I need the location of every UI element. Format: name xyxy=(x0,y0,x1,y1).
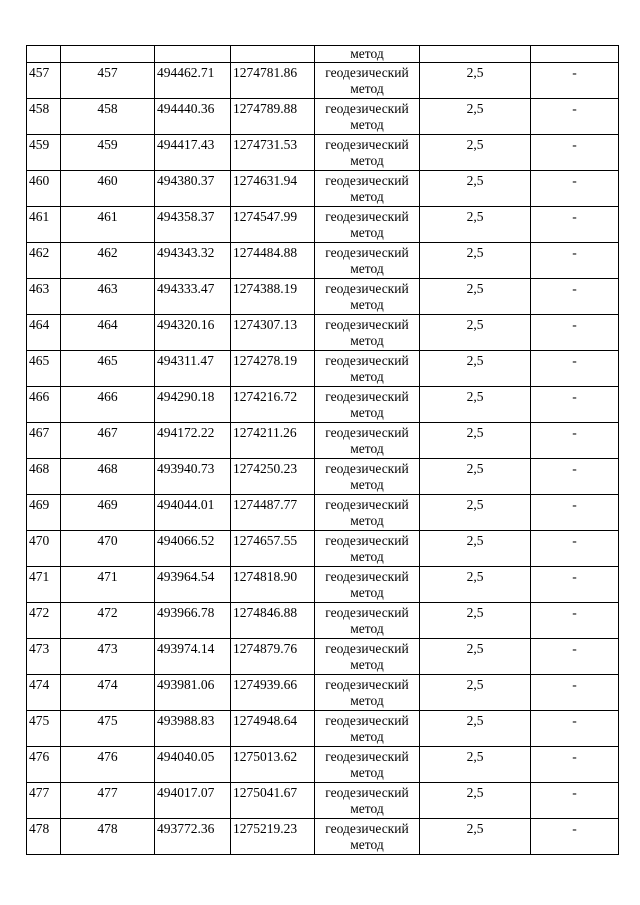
method-cell xyxy=(315,819,420,855)
method-cell xyxy=(315,639,420,675)
x-coordinate-cell: 493988.83 xyxy=(155,711,231,747)
precision-cell: 2,5 xyxy=(420,351,531,387)
precision-cell: 2,5 xyxy=(420,675,531,711)
method-cell xyxy=(315,783,420,819)
precision-cell: 2,5 xyxy=(420,567,531,603)
point-number-cell: 459 xyxy=(27,135,61,171)
y-coordinate-cell: 1274307.13 xyxy=(231,315,315,351)
method-cell xyxy=(315,387,420,423)
method-cell xyxy=(315,171,420,207)
method-line-1: геодезический xyxy=(325,101,409,116)
method-cell xyxy=(315,459,420,495)
method-line-1: геодезический xyxy=(325,281,409,296)
cell-empty xyxy=(531,46,619,63)
point-number-2-cell: 473 xyxy=(61,639,155,675)
method-line-1: геодезический xyxy=(325,209,409,224)
point-number-2-cell: 464 xyxy=(61,315,155,351)
point-number-cell: 475 xyxy=(27,711,61,747)
y-coordinate-cell: 1275013.62 xyxy=(231,747,315,783)
method-line-1: геодезический xyxy=(325,641,409,656)
method-cell xyxy=(315,207,420,243)
point-number-2-cell: 470 xyxy=(61,531,155,567)
point-number-cell: 471 xyxy=(27,567,61,603)
method-line-2: метод xyxy=(350,225,384,240)
method-line-1: геодезический xyxy=(325,821,409,836)
method-cell: метод xyxy=(315,46,420,63)
method-cell xyxy=(315,243,420,279)
table-body xyxy=(27,46,619,855)
method-line-2: метод xyxy=(350,441,384,456)
method-line-2: метод xyxy=(350,81,384,96)
x-coordinate-cell: 494066.52 xyxy=(155,531,231,567)
point-number-2-cell: 466 xyxy=(61,387,155,423)
method-line-1: геодезический xyxy=(325,497,409,512)
table-row xyxy=(27,423,619,459)
precision-cell: 2,5 xyxy=(420,315,531,351)
table-row xyxy=(27,315,619,351)
point-number-2-cell: 478 xyxy=(61,819,155,855)
y-coordinate-cell: 1274278.19 xyxy=(231,351,315,387)
y-coordinate-cell: 1274846.88 xyxy=(231,603,315,639)
method-line-1: геодезический xyxy=(325,785,409,800)
method-line-1: геодезический xyxy=(325,749,409,764)
table-row xyxy=(27,567,619,603)
precision-cell: 2,5 xyxy=(420,99,531,135)
note-cell: - xyxy=(531,351,619,387)
method-cell xyxy=(315,99,420,135)
note-cell: - xyxy=(531,495,619,531)
precision-cell: 2,5 xyxy=(420,423,531,459)
precision-cell: 2,5 xyxy=(420,135,531,171)
x-coordinate-cell: 493940.73 xyxy=(155,459,231,495)
x-coordinate-cell: 494017.07 xyxy=(155,783,231,819)
y-coordinate-cell: 1274818.90 xyxy=(231,567,315,603)
method-cell xyxy=(315,279,420,315)
table-row xyxy=(27,351,619,387)
point-number-2-cell: 468 xyxy=(61,459,155,495)
precision-cell: 2,5 xyxy=(420,531,531,567)
method-line-2: метод xyxy=(350,765,384,780)
point-number-2-cell: 459 xyxy=(61,135,155,171)
point-number-cell: 468 xyxy=(27,459,61,495)
y-coordinate-cell: 1274388.19 xyxy=(231,279,315,315)
method-cell xyxy=(315,711,420,747)
y-coordinate-cell: 1274731.53 xyxy=(231,135,315,171)
point-number-2-cell: 457 xyxy=(61,63,155,99)
note-cell: - xyxy=(531,603,619,639)
x-coordinate-cell: 493966.78 xyxy=(155,603,231,639)
table-row xyxy=(27,675,619,711)
method-line-1: геодезический xyxy=(325,245,409,260)
table-row xyxy=(27,135,619,171)
note-cell: - xyxy=(531,747,619,783)
method-cell xyxy=(315,63,420,99)
y-coordinate-cell: 1274948.64 xyxy=(231,711,315,747)
precision-cell: 2,5 xyxy=(420,459,531,495)
point-number-2-cell: 475 xyxy=(61,711,155,747)
table-row xyxy=(27,207,619,243)
x-coordinate-cell: 494311.47 xyxy=(155,351,231,387)
method-line-1: геодезический xyxy=(325,137,409,152)
method-line-1: геодезический xyxy=(325,713,409,728)
point-number-cell: 469 xyxy=(27,495,61,531)
note-cell: - xyxy=(531,675,619,711)
point-number-2-cell: 463 xyxy=(61,279,155,315)
x-coordinate-cell: 494290.18 xyxy=(155,387,231,423)
continued-row xyxy=(27,46,619,63)
note-cell: - xyxy=(531,639,619,675)
note-cell: - xyxy=(531,531,619,567)
method-line-2: метод xyxy=(350,549,384,564)
note-cell: - xyxy=(531,207,619,243)
note-cell: - xyxy=(531,423,619,459)
point-number-cell: 466 xyxy=(27,387,61,423)
point-number-cell: 461 xyxy=(27,207,61,243)
method-line-2: метод xyxy=(350,117,384,132)
precision-cell: 2,5 xyxy=(420,495,531,531)
precision-cell: 2,5 xyxy=(420,711,531,747)
point-number-2-cell: 476 xyxy=(61,747,155,783)
point-number-cell: 463 xyxy=(27,279,61,315)
x-coordinate-cell: 494172.22 xyxy=(155,423,231,459)
point-number-2-cell: 471 xyxy=(61,567,155,603)
x-coordinate-cell: 493964.54 xyxy=(155,567,231,603)
y-coordinate-cell: 1274487.77 xyxy=(231,495,315,531)
point-number-cell: 472 xyxy=(27,603,61,639)
method-line-1: геодезический xyxy=(325,353,409,368)
table-row xyxy=(27,387,619,423)
point-number-cell: 464 xyxy=(27,315,61,351)
table-row xyxy=(27,711,619,747)
method-line-2: метод xyxy=(350,261,384,276)
y-coordinate-cell: 1275219.23 xyxy=(231,819,315,855)
point-number-cell: 470 xyxy=(27,531,61,567)
method-line-2: метод xyxy=(350,837,384,852)
method-line-1: геодезический xyxy=(325,533,409,548)
method-line-1: геодезический xyxy=(325,389,409,404)
precision-cell: 2,5 xyxy=(420,279,531,315)
precision-cell: 2,5 xyxy=(420,171,531,207)
precision-cell: 2,5 xyxy=(420,207,531,243)
note-cell: - xyxy=(531,63,619,99)
precision-cell: 2,5 xyxy=(420,63,531,99)
note-cell: - xyxy=(531,315,619,351)
method-line-2: метод xyxy=(350,405,384,420)
y-coordinate-cell: 1274631.94 xyxy=(231,171,315,207)
method-line-2: метод xyxy=(350,657,384,672)
table-row xyxy=(27,603,619,639)
method-line-2: метод xyxy=(350,369,384,384)
table-row xyxy=(27,63,619,99)
method-line-2: метод xyxy=(350,729,384,744)
x-coordinate-cell: 494440.36 xyxy=(155,99,231,135)
table-row xyxy=(27,279,619,315)
precision-cell: 2,5 xyxy=(420,603,531,639)
x-coordinate-cell: 493772.36 xyxy=(155,819,231,855)
note-cell: - xyxy=(531,135,619,171)
method-line-2: метод xyxy=(350,297,384,312)
point-number-cell: 458 xyxy=(27,99,61,135)
precision-cell: 2,5 xyxy=(420,747,531,783)
method-line-2: метод xyxy=(350,477,384,492)
point-number-2-cell: 469 xyxy=(61,495,155,531)
precision-cell: 2,5 xyxy=(420,783,531,819)
table-row xyxy=(27,747,619,783)
note-cell: - xyxy=(531,171,619,207)
method-cell xyxy=(315,351,420,387)
method-line-2: метод xyxy=(350,153,384,168)
y-coordinate-cell: 1274547.99 xyxy=(231,207,315,243)
y-coordinate-cell: 1274250.23 xyxy=(231,459,315,495)
method-cell xyxy=(315,135,420,171)
method-line-2: метод xyxy=(350,333,384,348)
table-row xyxy=(27,639,619,675)
note-cell: - xyxy=(531,819,619,855)
method-cell xyxy=(315,603,420,639)
point-number-cell: 457 xyxy=(27,63,61,99)
method-line-2: метод xyxy=(350,621,384,636)
method-cell xyxy=(315,531,420,567)
method-line-1: геодезический xyxy=(325,569,409,584)
x-coordinate-cell: 493974.14 xyxy=(155,639,231,675)
note-cell: - xyxy=(531,99,619,135)
precision-cell: 2,5 xyxy=(420,819,531,855)
method-cell xyxy=(315,423,420,459)
method-line-1: геодезический xyxy=(325,677,409,692)
coordinates-table xyxy=(26,45,619,855)
table-row xyxy=(27,495,619,531)
table-row xyxy=(27,171,619,207)
point-number-cell: 462 xyxy=(27,243,61,279)
point-number-2-cell: 474 xyxy=(61,675,155,711)
method-line-2: метод xyxy=(350,513,384,528)
precision-cell: 2,5 xyxy=(420,387,531,423)
note-cell: - xyxy=(531,459,619,495)
point-number-2-cell: 461 xyxy=(61,207,155,243)
method-line-1: геодезический xyxy=(325,461,409,476)
y-coordinate-cell: 1274781.86 xyxy=(231,63,315,99)
point-number-2-cell: 477 xyxy=(61,783,155,819)
x-coordinate-cell: 494417.43 xyxy=(155,135,231,171)
x-coordinate-cell: 494380.37 xyxy=(155,171,231,207)
table-row xyxy=(27,243,619,279)
y-coordinate-cell: 1274789.88 xyxy=(231,99,315,135)
table-row xyxy=(27,459,619,495)
note-cell: - xyxy=(531,387,619,423)
cell-empty xyxy=(61,46,155,63)
method-line-1: геодезический xyxy=(325,425,409,440)
method-cell xyxy=(315,747,420,783)
y-coordinate-cell: 1274939.66 xyxy=(231,675,315,711)
point-number-cell: 473 xyxy=(27,639,61,675)
cell-empty xyxy=(231,46,315,63)
method-cell xyxy=(315,495,420,531)
y-coordinate-cell: 1274216.72 xyxy=(231,387,315,423)
method-line-1: геодезический xyxy=(325,65,409,80)
point-number-cell: 478 xyxy=(27,819,61,855)
precision-cell: 2,5 xyxy=(420,639,531,675)
x-coordinate-cell: 494320.16 xyxy=(155,315,231,351)
point-number-2-cell: 465 xyxy=(61,351,155,387)
method-line-2: метод xyxy=(350,801,384,816)
x-coordinate-cell: 494343.32 xyxy=(155,243,231,279)
note-cell: - xyxy=(531,243,619,279)
point-number-2-cell: 460 xyxy=(61,171,155,207)
point-number-cell: 477 xyxy=(27,783,61,819)
y-coordinate-cell: 1275041.67 xyxy=(231,783,315,819)
method-cell xyxy=(315,567,420,603)
point-number-cell: 465 xyxy=(27,351,61,387)
point-number-cell: 474 xyxy=(27,675,61,711)
cell-empty xyxy=(27,46,61,63)
method-line-2: метод xyxy=(350,585,384,600)
x-coordinate-cell: 494462.71 xyxy=(155,63,231,99)
y-coordinate-cell: 1274657.55 xyxy=(231,531,315,567)
point-number-cell: 460 xyxy=(27,171,61,207)
precision-cell: 2,5 xyxy=(420,243,531,279)
method-line-1: геодезический xyxy=(325,605,409,620)
x-coordinate-cell: 494044.01 xyxy=(155,495,231,531)
note-cell: - xyxy=(531,783,619,819)
note-cell: - xyxy=(531,711,619,747)
method-line-2: метод xyxy=(350,693,384,708)
table-row xyxy=(27,531,619,567)
method-line-1: геодезический xyxy=(325,317,409,332)
y-coordinate-cell: 1274879.76 xyxy=(231,639,315,675)
y-coordinate-cell: 1274211.26 xyxy=(231,423,315,459)
method-line-2: метод xyxy=(350,189,384,204)
table-row xyxy=(27,99,619,135)
note-cell: - xyxy=(531,279,619,315)
note-cell: - xyxy=(531,567,619,603)
cell-empty xyxy=(155,46,231,63)
point-number-2-cell: 462 xyxy=(61,243,155,279)
x-coordinate-cell: 493981.06 xyxy=(155,675,231,711)
point-number-2-cell: 472 xyxy=(61,603,155,639)
point-number-cell: 476 xyxy=(27,747,61,783)
method-line-1: геодезический xyxy=(325,173,409,188)
method-cell xyxy=(315,315,420,351)
x-coordinate-cell: 494333.47 xyxy=(155,279,231,315)
point-number-2-cell: 458 xyxy=(61,99,155,135)
table-row xyxy=(27,819,619,855)
x-coordinate-cell: 494040.05 xyxy=(155,747,231,783)
point-number-2-cell: 467 xyxy=(61,423,155,459)
y-coordinate-cell: 1274484.88 xyxy=(231,243,315,279)
point-number-cell: 467 xyxy=(27,423,61,459)
x-coordinate-cell: 494358.37 xyxy=(155,207,231,243)
table-row xyxy=(27,783,619,819)
method-cell xyxy=(315,675,420,711)
cell-empty xyxy=(420,46,531,63)
